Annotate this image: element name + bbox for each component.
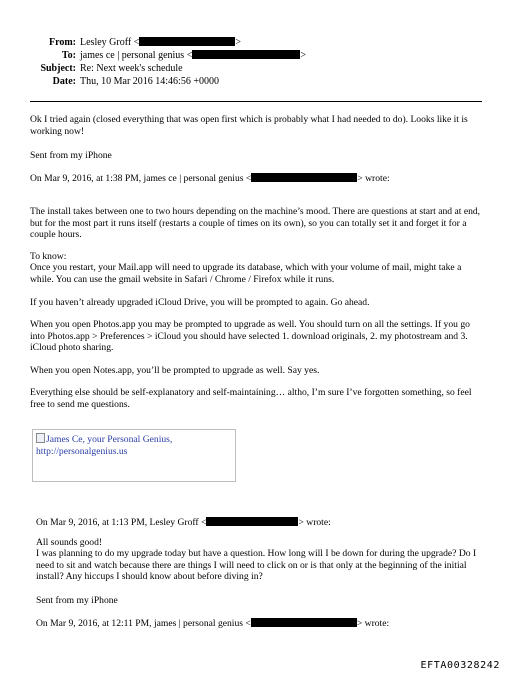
signature-line-1[interactable]: James Ce, your Personal Genius, xyxy=(46,434,173,445)
date-label: Date: xyxy=(52,76,76,87)
subject-label: Subject: xyxy=(40,63,76,74)
quote-header-tail: > wrote: xyxy=(357,173,390,184)
quote-header xyxy=(36,517,482,529)
reply-text: Ok I tried again (closed everything that was open first which is probably what I had needed to do). Looks like it is working now! xyxy=(30,114,468,137)
question-paragraph: I was planning to do my upgrade today but have a question. How long will I be down for during the upgrade? Do I need to sit and watch because there are things I will need to click on or is that only at the beginning of the initial install? Any hiccups I should know about before diving in? xyxy=(36,548,477,583)
icloud-paragraph: If you haven’t already upgraded iCloud Drive, you will be prompted to again. Go ahead. xyxy=(30,297,370,308)
quote-header-text: On Mar 9, 2016, at 1:38 PM, james ce | personal genius < xyxy=(30,173,252,184)
to-name: james ce | personal genius < xyxy=(80,50,193,61)
from-name: Lesley Groff < xyxy=(80,37,140,48)
quote-header-text: On Mar 9, 2016, at 1:13 PM, Lesley Groff < xyxy=(36,517,207,528)
to-label: To: xyxy=(61,50,76,61)
from-tail: > xyxy=(235,37,241,48)
redaction-bar xyxy=(206,517,298,526)
notes-paragraph: When you open Notes.app, you’ll be prompted to upgrade as well. Say yes. xyxy=(30,365,320,376)
quote-header-tail: > wrote: xyxy=(356,618,390,629)
sent-from-iphone: Sent from my iPhone xyxy=(36,595,118,606)
photos-paragraph: When you open Photos.app you may be prompted to upgrade as well. You should turn on all the settings. If you go into Photos.app > Preferences > iCloud you should have selected 1. download originals, 2. my photostream and 3. iCloud photo sharing. xyxy=(30,319,470,354)
broken-image-icon xyxy=(36,433,45,443)
signature-image-placeholder xyxy=(32,429,236,482)
all-sounds-good: All sounds good! xyxy=(36,537,103,548)
redaction-bar xyxy=(251,173,357,182)
to-value xyxy=(80,49,306,62)
quote-header-text: On Mar 9, 2016, at 12:11 PM, james | personal genius < xyxy=(36,618,251,629)
redaction-bar xyxy=(251,618,357,627)
sent-from-iphone: Sent from my iPhone xyxy=(30,150,112,161)
redaction-bar xyxy=(192,50,300,59)
to-tail: > xyxy=(300,50,306,61)
quote-header-tail: > wrote: xyxy=(298,517,331,528)
to-know-heading: To know: xyxy=(30,251,67,262)
from-value xyxy=(80,36,241,49)
quote-header xyxy=(30,173,482,185)
install-paragraph: The install takes between one to two hours depending on the machine’s mood. There are questions at start and at end, but for the most part it runs itself (restarts a couple of times on its own), so you can totally set it and forget it for a couple hours. xyxy=(30,206,481,241)
closing-paragraph: Everything else should be self-explanatory and self-maintaining… altho, I’m sure I’ve forgotten something, so feel free to send me questions. xyxy=(30,387,472,410)
signature-line-2[interactable]: http://personalgenius.us xyxy=(36,445,128,457)
redaction-bar xyxy=(139,37,235,46)
mail-upgrade-paragraph: Once you restart, your Mail.app will need to upgrade its database, which with your volume of mail, might take a while. You can use the gmail website in Safari / Chrome / Firefox while it runs. xyxy=(30,262,462,285)
header-divider xyxy=(30,101,482,102)
document-id: EFTA00328242 xyxy=(420,660,500,671)
from-label: From: xyxy=(48,37,76,48)
quote-header xyxy=(36,618,482,630)
subject-value: Re: Next week's schedule xyxy=(80,63,183,74)
date-value: Thu, 10 Mar 2016 14:46:56 +0000 xyxy=(80,76,219,87)
